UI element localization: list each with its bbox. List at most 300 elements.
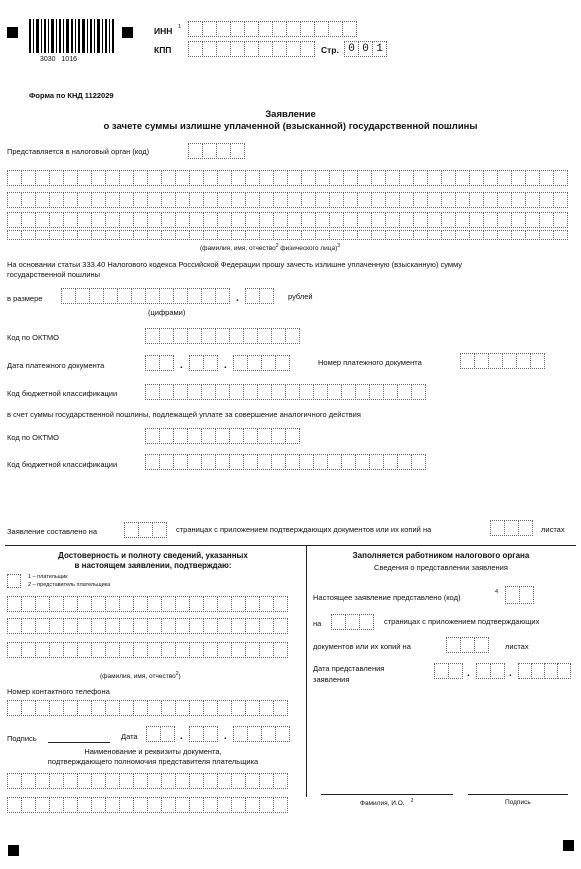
left-heading-2: в настоящем заявлении, подтверждаю: <box>74 561 232 570</box>
cell <box>411 384 426 400</box>
pages-suffix: листах <box>541 525 565 534</box>
cell <box>189 230 204 240</box>
cell <box>145 454 160 470</box>
cell <box>411 454 426 470</box>
cell <box>215 428 230 444</box>
cell <box>35 192 50 208</box>
authority-doc-row-2[interactable] <box>7 797 287 813</box>
cell <box>77 618 92 634</box>
amount-decimal-point: . <box>236 293 239 304</box>
cell <box>61 288 76 304</box>
cell <box>21 192 36 208</box>
cell <box>187 384 202 400</box>
barcode-number: 3030 1016 <box>40 56 77 63</box>
cell <box>77 773 92 789</box>
cell <box>147 596 162 612</box>
phone-label: Номер контактного телефона <box>7 687 110 696</box>
cell <box>441 192 456 208</box>
oktmo-label: Код по ОКТМО <box>7 333 60 342</box>
cell <box>355 384 370 400</box>
section-divider-horizontal <box>5 545 576 546</box>
taxpayer-fio-row-4[interactable] <box>7 230 567 240</box>
cell <box>299 384 314 400</box>
cell <box>553 192 568 208</box>
signer-fio-row-1[interactable] <box>7 596 287 612</box>
cell <box>329 170 344 186</box>
cell <box>203 642 218 658</box>
signature-line[interactable] <box>48 742 110 743</box>
date-separator: . <box>224 360 227 371</box>
cell <box>441 212 456 228</box>
cell <box>175 797 190 813</box>
cell <box>329 230 344 240</box>
pages-count-field[interactable] <box>124 522 166 538</box>
officer-sign-label: Подпись <box>505 799 531 806</box>
cell <box>147 642 162 658</box>
cell <box>243 384 258 400</box>
cell <box>385 230 400 240</box>
cell <box>189 700 204 716</box>
cell <box>203 700 218 716</box>
cell <box>441 170 456 186</box>
cell <box>7 773 22 789</box>
doc-heading-1: Наименование и реквизиты документа, <box>84 747 222 756</box>
cell <box>357 192 372 208</box>
cell <box>133 642 148 658</box>
right-subheading: Сведения о представлении заявления <box>374 563 508 572</box>
barcode <box>27 19 117 53</box>
cell <box>525 192 540 208</box>
cell <box>203 618 218 634</box>
cell <box>159 328 174 344</box>
cell <box>301 212 316 228</box>
cell <box>189 618 204 634</box>
cell <box>49 170 64 186</box>
cell <box>105 642 120 658</box>
oktmo-field[interactable] <box>145 328 299 344</box>
cell <box>217 596 232 612</box>
cell <box>21 618 36 634</box>
cell <box>273 230 288 240</box>
cell <box>315 192 330 208</box>
cell <box>21 212 36 228</box>
cell <box>173 384 188 400</box>
cell <box>483 192 498 208</box>
payment-date-year[interactable] <box>233 355 289 371</box>
cell <box>497 192 512 208</box>
receipt-date-label-2: заявления <box>313 675 350 684</box>
cell <box>145 384 160 400</box>
cell <box>119 700 134 716</box>
cell <box>245 212 260 228</box>
cell <box>231 700 246 716</box>
cell <box>159 454 174 470</box>
cell <box>21 596 36 612</box>
cell <box>245 170 260 186</box>
cell <box>371 230 386 240</box>
cell <box>159 384 174 400</box>
cell <box>133 618 148 634</box>
cell <box>245 618 260 634</box>
cell <box>287 212 302 228</box>
cell <box>355 454 370 470</box>
cell <box>77 212 92 228</box>
cell <box>327 454 342 470</box>
cell <box>399 230 414 240</box>
taxpayer-fio-row-1[interactable] <box>7 170 567 186</box>
offset-text: в счет суммы государственной пошлины, подлежащей уплате за совершение аналогичного действия <box>7 410 361 419</box>
cell <box>105 700 120 716</box>
cell <box>245 642 260 658</box>
cell <box>511 192 526 208</box>
title-line-2: о зачете суммы излишне уплаченной (взысканной) государственной пошлины <box>103 121 478 132</box>
amount-suffix: рублей <box>288 292 313 301</box>
cell <box>273 596 288 612</box>
signer-fio-caption: (фамилия, имя, отчество$^2$) <box>100 671 181 681</box>
cell <box>161 192 176 208</box>
page-number-field[interactable] <box>344 41 386 57</box>
cell <box>231 773 246 789</box>
cell <box>133 230 148 240</box>
cell <box>203 230 218 240</box>
cell <box>189 170 204 186</box>
cell <box>77 170 92 186</box>
sign-date-day[interactable] <box>146 726 174 742</box>
cell <box>91 700 106 716</box>
cell <box>105 618 120 634</box>
cell <box>91 797 106 813</box>
kpp-field[interactable] <box>188 41 314 57</box>
cell <box>383 384 398 400</box>
cell <box>511 170 526 186</box>
cell <box>119 642 134 658</box>
cell <box>187 454 202 470</box>
cell <box>35 596 50 612</box>
receipt-date-day[interactable] <box>434 663 462 679</box>
payment-date-day[interactable] <box>145 355 173 371</box>
inn-footnote: 1 <box>178 24 182 30</box>
cell <box>287 170 302 186</box>
cell <box>299 454 314 470</box>
cell <box>273 212 288 228</box>
kpp-label: КПП <box>154 45 172 55</box>
cell <box>539 170 554 186</box>
cell <box>301 230 316 240</box>
cell <box>217 700 232 716</box>
cell <box>259 212 274 228</box>
cell <box>399 170 414 186</box>
received-pages-field[interactable] <box>331 614 373 630</box>
cell <box>231 212 246 228</box>
cell <box>229 428 244 444</box>
cell <box>91 642 106 658</box>
cell <box>35 642 50 658</box>
cell <box>21 773 36 789</box>
cell <box>91 596 106 612</box>
cell <box>49 618 64 634</box>
cell <box>525 212 540 228</box>
cell <box>469 212 484 228</box>
cell <box>175 170 190 186</box>
payment-number-field[interactable] <box>460 353 544 369</box>
cell <box>217 192 232 208</box>
cell <box>7 170 22 186</box>
sign-date-year[interactable] <box>233 726 289 742</box>
cell <box>483 230 498 240</box>
cell <box>7 618 22 634</box>
sign-date-month[interactable] <box>189 726 217 742</box>
officer-sign-line[interactable] <box>468 794 568 795</box>
cell <box>231 642 246 658</box>
section-divider-vertical <box>306 545 307 797</box>
cell <box>245 230 260 240</box>
cell <box>203 212 218 228</box>
cell <box>175 212 190 228</box>
payment-number-label: Номер платежного документа <box>318 358 422 367</box>
cell <box>105 170 120 186</box>
cell <box>187 328 202 344</box>
cell <box>511 212 526 228</box>
sheets-count-field[interactable] <box>490 520 532 536</box>
cell <box>469 192 484 208</box>
cell <box>273 170 288 186</box>
cell <box>145 328 160 344</box>
cell <box>77 642 92 658</box>
cell <box>259 642 274 658</box>
inn-label: ИНН <box>154 26 173 36</box>
cell <box>469 170 484 186</box>
cell <box>343 212 358 228</box>
cell <box>369 384 384 400</box>
cell <box>35 797 50 813</box>
cell <box>161 797 176 813</box>
received-pages-text: страницах с приложением подтверждающих <box>384 617 540 626</box>
cell <box>469 230 484 240</box>
cell <box>105 773 120 789</box>
kbk-field[interactable] <box>145 384 425 400</box>
date-separator: . <box>224 731 227 742</box>
receipt-date-month[interactable] <box>476 663 504 679</box>
cell <box>133 797 148 813</box>
date-separator: . <box>467 668 470 679</box>
cell <box>175 773 190 789</box>
cell <box>145 428 160 444</box>
cell <box>63 700 78 716</box>
received-sheets-field[interactable] <box>446 637 488 653</box>
cell <box>49 230 64 240</box>
cell <box>413 170 428 186</box>
cell <box>399 212 414 228</box>
tax-authority-code-field[interactable] <box>188 143 244 159</box>
cell <box>273 797 288 813</box>
cell <box>91 618 106 634</box>
cell <box>175 642 190 658</box>
corner-marker-bottom-left <box>8 845 19 856</box>
cell <box>273 192 288 208</box>
cell <box>119 773 134 789</box>
cell <box>119 192 134 208</box>
cell <box>189 642 204 658</box>
cell <box>285 428 300 444</box>
cell <box>357 170 372 186</box>
cell <box>217 170 232 186</box>
cell <box>369 454 384 470</box>
cell <box>357 230 372 240</box>
cell <box>63 170 78 186</box>
payment-date-month[interactable] <box>189 355 217 371</box>
oktmo-field-2[interactable] <box>145 428 299 444</box>
cell <box>525 170 540 186</box>
cell <box>497 212 512 228</box>
cell <box>187 288 202 304</box>
cell <box>301 192 316 208</box>
authority-doc-row-1[interactable] <box>7 773 287 789</box>
cell <box>119 170 134 186</box>
cell <box>189 596 204 612</box>
cell <box>77 596 92 612</box>
presented-footnote: 4 <box>495 589 499 595</box>
cell <box>91 212 106 228</box>
cell <box>77 797 92 813</box>
cell <box>7 230 22 240</box>
receipt-date-year[interactable] <box>518 663 570 679</box>
cell <box>215 328 230 344</box>
cell <box>273 700 288 716</box>
cell <box>119 230 134 240</box>
cell <box>343 192 358 208</box>
kbk-field-2[interactable] <box>145 454 425 470</box>
signer-type-field[interactable] <box>7 574 20 588</box>
kbk-label-2: Код бюджетной классификации <box>7 460 118 469</box>
amount-label: в размере <box>7 294 43 303</box>
cell <box>259 596 274 612</box>
officer-fio-line[interactable] <box>321 794 453 795</box>
taxpayer-fio-row-3[interactable] <box>7 212 567 228</box>
cell <box>203 192 218 208</box>
cell <box>455 230 470 240</box>
cell <box>49 773 64 789</box>
signer-option-2: 2 – представитель плательщика <box>28 582 111 588</box>
cell <box>397 384 412 400</box>
cell <box>245 596 260 612</box>
cell <box>217 642 232 658</box>
cell <box>341 384 356 400</box>
cell <box>217 797 232 813</box>
cell <box>245 192 260 208</box>
cell <box>21 230 36 240</box>
cell <box>427 230 442 240</box>
cell <box>35 618 50 634</box>
cell <box>21 797 36 813</box>
cell <box>413 212 428 228</box>
cell <box>397 454 412 470</box>
cell <box>285 384 300 400</box>
cell <box>49 642 64 658</box>
cell <box>147 192 162 208</box>
pages-prefix: Заявление составлено на <box>7 527 98 536</box>
cell <box>189 797 204 813</box>
cell <box>147 212 162 228</box>
cell <box>215 384 230 400</box>
cell <box>315 230 330 240</box>
cell <box>441 230 456 240</box>
cell <box>271 428 286 444</box>
kbk-label: Код бюджетной классификации <box>7 389 118 398</box>
page-digit: 1 <box>372 41 387 57</box>
cell <box>271 328 286 344</box>
cell <box>259 618 274 634</box>
amount-rubles-field[interactable] <box>61 288 229 304</box>
cell <box>427 212 442 228</box>
inn-field[interactable] <box>188 21 356 37</box>
cell <box>147 618 162 634</box>
cell <box>273 642 288 658</box>
amount-kopecks-field[interactable] <box>245 288 273 304</box>
cell <box>287 230 302 240</box>
cell <box>243 428 258 444</box>
cell <box>285 454 300 470</box>
cell <box>259 773 274 789</box>
cell <box>105 192 120 208</box>
cell <box>327 384 342 400</box>
cell <box>315 212 330 228</box>
cell <box>147 230 162 240</box>
cell <box>341 454 356 470</box>
cell <box>145 288 160 304</box>
doc-heading-2: подтверждающего полномочия представителя плательщика <box>47 757 259 766</box>
cell <box>525 230 540 240</box>
presented-code-field[interactable] <box>505 586 533 604</box>
date-separator: . <box>180 731 183 742</box>
cell <box>329 212 344 228</box>
taxpayer-fio-row-2[interactable] <box>7 192 567 208</box>
cell <box>105 596 120 612</box>
cell <box>133 212 148 228</box>
cell <box>105 230 120 240</box>
cell <box>189 212 204 228</box>
cell <box>161 596 176 612</box>
cell <box>257 428 272 444</box>
cell <box>539 212 554 228</box>
cell <box>77 700 92 716</box>
left-heading-1: Достоверность и полноту сведений, указанных <box>58 551 248 560</box>
oktmo-label-2: Код по ОКТМО <box>7 433 60 442</box>
signer-fio-row-2[interactable] <box>7 618 287 634</box>
cell <box>75 288 90 304</box>
cell <box>259 192 274 208</box>
cell <box>229 454 244 470</box>
cell <box>63 618 78 634</box>
cell <box>49 797 64 813</box>
tax-authority-label: Представляется в налоговый орган (код) <box>7 147 150 156</box>
cell <box>175 618 190 634</box>
signer-fio-row-3[interactable] <box>7 642 287 658</box>
phone-field[interactable] <box>7 700 287 716</box>
cell <box>35 212 50 228</box>
cell <box>7 700 22 716</box>
cell <box>119 596 134 612</box>
cell <box>539 192 554 208</box>
cell <box>161 642 176 658</box>
cell <box>271 384 286 400</box>
cell <box>119 797 134 813</box>
cell <box>175 596 190 612</box>
cell <box>119 618 134 634</box>
cell <box>243 454 258 470</box>
cell <box>553 170 568 186</box>
cell <box>175 230 190 240</box>
cell <box>245 700 260 716</box>
